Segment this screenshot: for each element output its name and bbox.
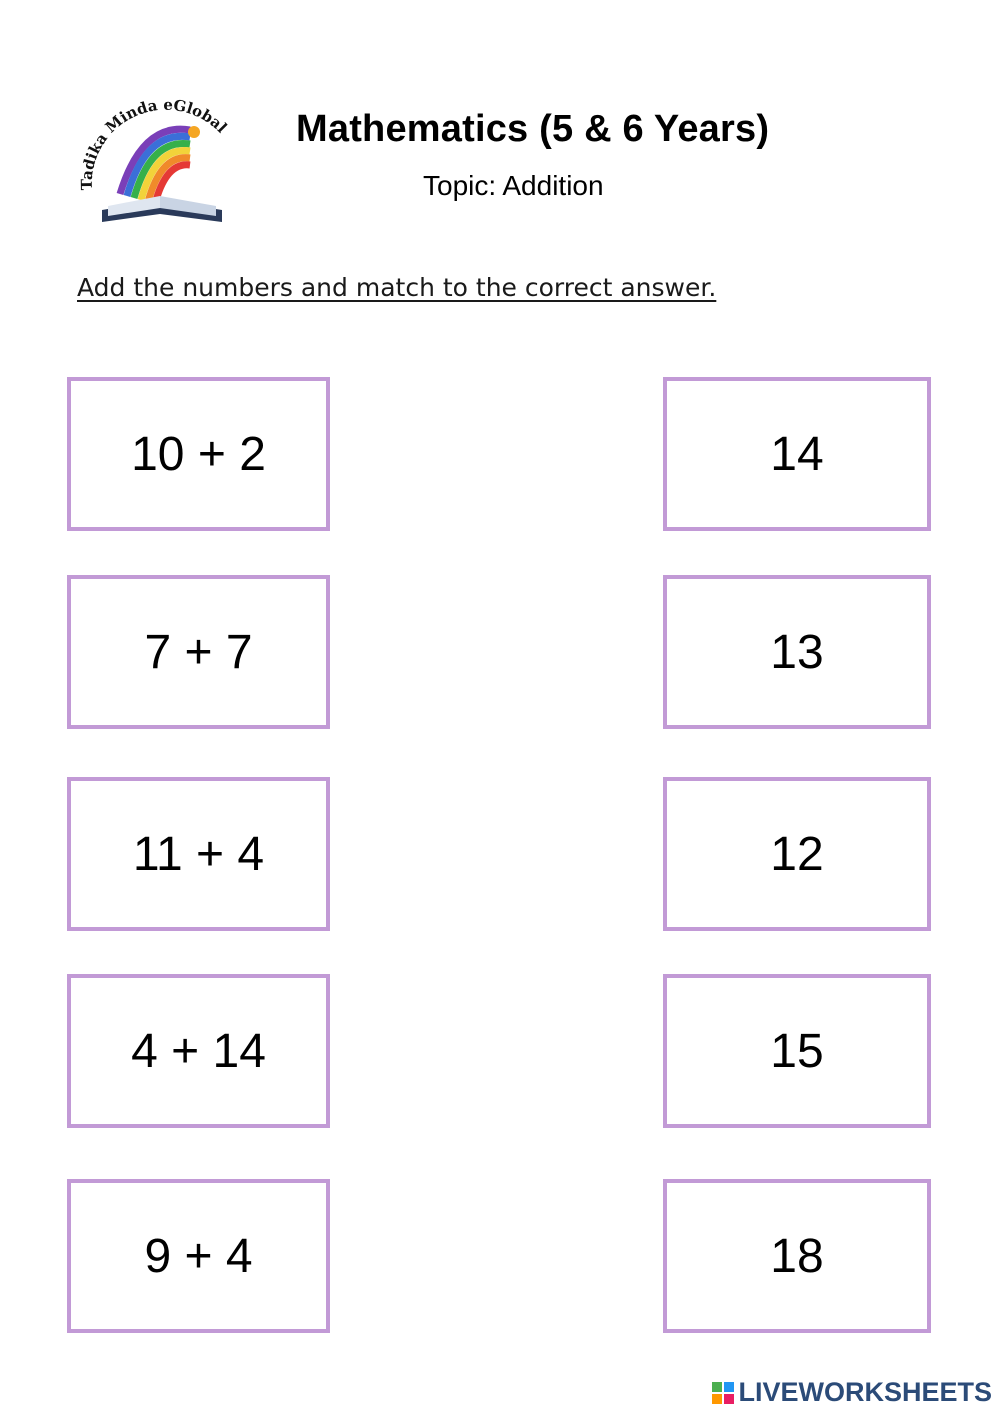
answer-box[interactable]: 14	[663, 377, 931, 531]
svg-text:Tadika Minda eGlobal: Tadika Minda eGlobal	[77, 95, 231, 191]
question-box[interactable]: 7 + 7	[67, 575, 330, 729]
liveworksheets-mark-icon	[712, 1382, 734, 1404]
question-box[interactable]: 4 + 14	[67, 974, 330, 1128]
school-logo	[72, 82, 250, 232]
answer-box[interactable]: 12	[663, 777, 931, 931]
liveworksheets-logo	[712, 1377, 992, 1408]
worksheet-title: Mathematics (5 & 6 Years)	[296, 108, 770, 150]
instruction-text: Add the numbers and match to the correct answer.	[77, 273, 717, 302]
answer-box[interactable]: 15	[663, 974, 931, 1128]
worksheet-topic: Topic: Addition	[423, 170, 604, 201]
question-box[interactable]: 9 + 4	[67, 1179, 330, 1333]
question-box[interactable]: 10 + 2	[67, 377, 330, 531]
brand-name: LIVEWORKSHEETS	[738, 1377, 992, 1407]
answer-box[interactable]: 13	[663, 575, 931, 729]
question-box[interactable]: 11 + 4	[67, 777, 330, 931]
answer-box[interactable]: 18	[663, 1179, 931, 1333]
